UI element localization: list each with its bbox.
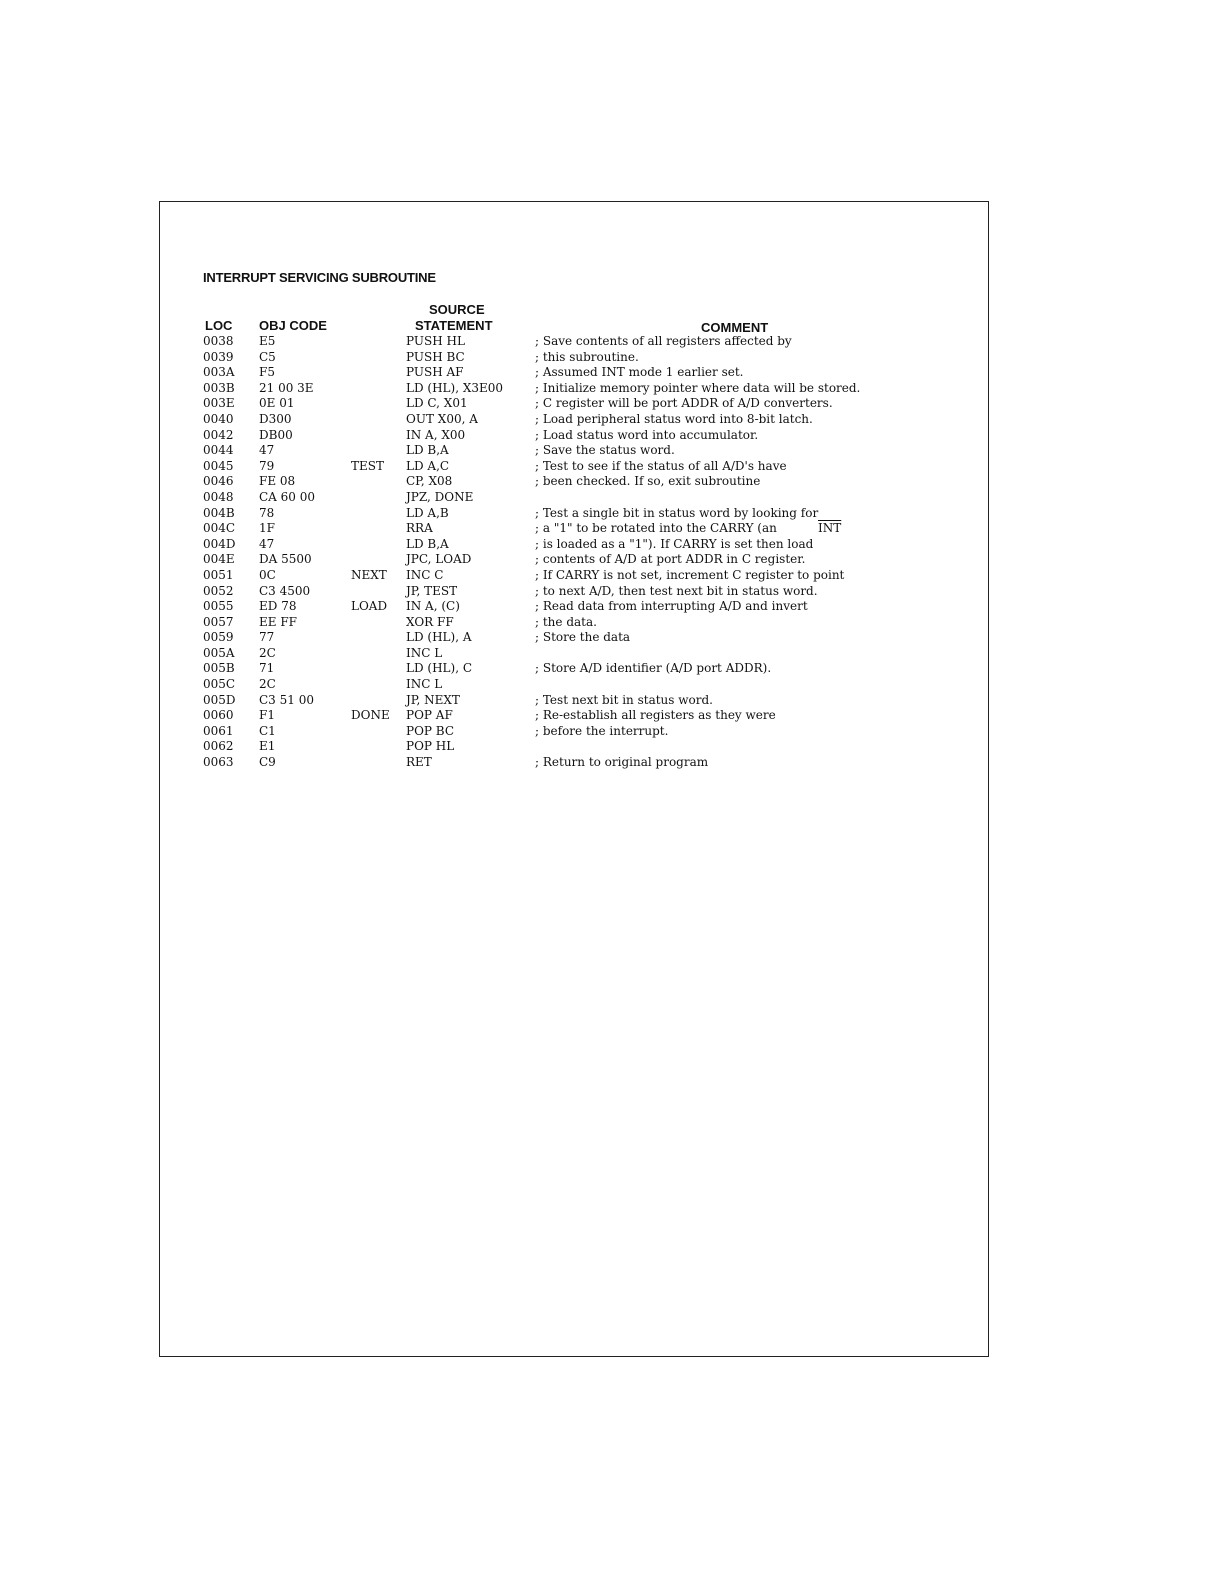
table-row: [203, 615, 963, 631]
obj-code-cell: C5: [259, 349, 276, 364]
column-headers: [203, 286, 963, 334]
loc-cell: 004E: [203, 552, 235, 567]
obj-code-cell: DA 5500: [259, 552, 312, 567]
source-cell: PUSH BC: [406, 349, 465, 364]
comment-cell: ; C register will be port ADDR of A/D converters.: [535, 396, 833, 411]
header-comment: COMMENT: [701, 320, 769, 335]
table-row: [203, 537, 963, 553]
obj-code-cell: E1: [259, 739, 276, 754]
loc-cell: 0061: [203, 723, 234, 738]
table-row: [203, 552, 963, 568]
loc-cell: 0039: [203, 349, 234, 364]
source-cell: JP, NEXT: [406, 692, 460, 707]
loc-cell: 004C: [203, 521, 236, 536]
comment-cell: ; to next A/D, then test next bit in status word.: [535, 583, 818, 598]
listing-rows: [203, 334, 963, 771]
source-cell: LD C, X01: [406, 396, 468, 411]
label-cell: NEXT: [351, 567, 387, 582]
source-cell: OUT X00, A: [406, 411, 478, 426]
loc-cell: 003A: [203, 365, 235, 380]
obj-code-cell: 71: [259, 661, 275, 676]
obj-code-cell: C1: [259, 723, 276, 738]
table-row: [203, 521, 963, 537]
comment-cell: ; Return to original program: [535, 755, 709, 770]
source-cell: JPC, LOAD: [406, 552, 472, 567]
header-source-line2: STATEMENT: [415, 318, 493, 333]
source-cell: LD A,C: [406, 458, 450, 473]
obj-code-cell: EE FF: [259, 614, 297, 629]
loc-cell: 004D: [203, 536, 236, 551]
loc-cell: 0051: [203, 567, 234, 582]
obj-code-cell: 78: [259, 505, 275, 520]
source-cell: RET: [406, 755, 432, 770]
source-cell: LD (HL), X3E00: [406, 380, 504, 395]
table-row: [203, 350, 963, 366]
obj-code-cell: CA 60 00: [259, 489, 316, 504]
source-cell: LD (HL), C: [406, 661, 473, 676]
table-row: [203, 506, 963, 522]
comment-cell: ; Test next bit in status word.: [535, 692, 713, 707]
obj-code-cell: C3 51 00: [259, 692, 314, 707]
loc-cell: 005D: [203, 692, 236, 707]
loc-cell: 0063: [203, 755, 234, 770]
loc-cell: 0038: [203, 334, 234, 348]
source-cell: LD B,A: [406, 443, 449, 458]
loc-cell: 0055: [203, 599, 234, 614]
table-row: [203, 630, 963, 646]
comment-cell: ; Test a single bit in status word by looking for: [535, 505, 819, 520]
header-obj-code: OBJ CODE: [259, 318, 327, 333]
obj-code-cell: C9: [259, 755, 276, 770]
obj-code-cell: F1: [259, 708, 275, 723]
comment-overline-cell: $\overline{INT}$: [818, 521, 842, 536]
obj-code-cell: 21 00 3E: [259, 380, 314, 395]
obj-code-cell: C3 4500: [259, 583, 311, 598]
table-row: [203, 474, 963, 490]
source-cell: INC C: [406, 567, 444, 582]
label-cell: DONE: [351, 708, 390, 723]
obj-code-cell: 79: [259, 458, 275, 473]
obj-code-cell: ED 78: [259, 599, 297, 614]
obj-code-cell: DB00: [259, 427, 293, 442]
table-row: [203, 708, 963, 724]
loc-cell: 0052: [203, 583, 234, 598]
source-cell: POP AF: [406, 708, 453, 723]
comment-cell: ; before the interrupt.: [535, 723, 669, 738]
loc-cell: 0040: [203, 411, 234, 426]
table-row: [203, 365, 963, 381]
loc-cell: 003B: [203, 380, 235, 395]
table-row: [203, 599, 963, 615]
loc-cell: 0060: [203, 708, 234, 723]
loc-cell: 0042: [203, 427, 234, 442]
comment-cell: ; If CARRY is not set, increment C register to point: [535, 567, 845, 582]
comment-cell: ; Test to see if the status of all A/D's have: [535, 458, 787, 473]
comment-cell: ; Save contents of all registers affected by: [535, 334, 792, 348]
table-row: [203, 646, 963, 662]
source-cell: INC L: [406, 645, 443, 660]
header-source-line1: SOURCE: [429, 302, 485, 317]
source-cell: PUSH AF: [406, 365, 464, 380]
source-cell: POP HL: [406, 739, 455, 754]
comment-cell: ; Initialize memory pointer where data will be stored.: [535, 380, 861, 395]
table-row: [203, 693, 963, 709]
comment-cell: ; Save the status word.: [535, 443, 675, 458]
source-cell: CP, X08: [406, 474, 453, 489]
obj-code-cell: E5: [259, 334, 276, 348]
comment-cell: ; Load peripheral status word into 8-bit latch.: [535, 411, 813, 426]
label-cell: TEST: [351, 458, 384, 473]
loc-cell: 0059: [203, 630, 234, 645]
comment-cell: ; Read data from interrupting A/D and invert: [535, 599, 808, 614]
table-row: [203, 334, 963, 350]
obj-code-cell: 1F: [259, 521, 275, 536]
header-loc: LOC: [205, 318, 233, 333]
loc-cell: 005C: [203, 677, 236, 692]
table-row: [203, 568, 963, 584]
source-cell: LD A,B: [406, 505, 449, 520]
comment-cell: ; contents of A/D at port ADDR in C register.: [535, 552, 806, 567]
comment-cell: ; Assumed INT mode 1 earlier set.: [535, 365, 744, 380]
comment-cell: ; Store A/D identifier (A/D port ADDR).: [535, 661, 772, 676]
comment-cell: ; this subroutine.: [535, 349, 639, 364]
table-row: [203, 381, 963, 397]
comment-cell: ; the data.: [535, 614, 597, 629]
obj-code-cell: 2C: [259, 645, 276, 660]
table-row: [203, 396, 963, 412]
table-row: [203, 443, 963, 459]
source-cell: INC L: [406, 677, 443, 692]
source-cell: JP, TEST: [406, 583, 458, 598]
loc-cell: 0062: [203, 739, 234, 754]
source-cell: RRA: [406, 521, 433, 536]
source-cell: IN A, X00: [406, 427, 466, 442]
loc-cell: 004B: [203, 505, 235, 520]
obj-code-cell: 77: [259, 630, 275, 645]
comment-cell: ; Store the data: [535, 630, 631, 645]
assembly-listing: [203, 270, 963, 771]
table-row: [203, 584, 963, 600]
comment-cell: ; is loaded as a "1"). If CARRY is set then load: [535, 536, 814, 551]
source-cell: LD B,A: [406, 536, 449, 551]
table-row: [203, 490, 963, 506]
loc-cell: 005A: [203, 645, 235, 660]
comment-cell: ; Re-establish all registers as they were: [535, 708, 776, 723]
obj-code-cell: 0E 01: [259, 396, 295, 411]
loc-cell: 0045: [203, 458, 234, 473]
comment-cell: ; been checked. If so, exit subroutine: [535, 474, 761, 489]
obj-code-cell: FE 08: [259, 474, 296, 489]
loc-cell: 0057: [203, 614, 234, 629]
source-cell: JPZ, DONE: [406, 489, 474, 504]
loc-cell: 003E: [203, 396, 235, 411]
obj-code-cell: F5: [259, 365, 275, 380]
source-cell: POP BC: [406, 723, 455, 738]
loc-cell: 0046: [203, 474, 234, 489]
obj-code-cell: 0C: [259, 567, 276, 582]
table-row: [203, 428, 963, 444]
obj-code-cell: D300: [259, 411, 292, 426]
comment-cell: ; a "1" to be rotated into the CARRY (an: [535, 521, 777, 536]
obj-code-cell: 47: [259, 443, 275, 458]
loc-cell: 0044: [203, 443, 234, 458]
source-cell: IN A, (C): [406, 599, 460, 614]
table-row: [203, 739, 963, 755]
table-row: [203, 661, 963, 677]
loc-cell: 0048: [203, 489, 234, 504]
source-cell: XOR FF: [406, 614, 454, 629]
source-cell: LD (HL), A: [406, 630, 472, 645]
table-row: [203, 677, 963, 693]
loc-cell: 005B: [203, 661, 235, 676]
listing-title: INTERRUPT SERVICING SUBROUTINE: [203, 270, 436, 285]
table-row: [203, 724, 963, 740]
obj-code-cell: 2C: [259, 677, 276, 692]
table-row: [203, 459, 963, 475]
label-cell: LOAD: [351, 599, 388, 614]
comment-cell: ; Load status word into accumulator.: [535, 427, 759, 442]
source-cell: PUSH HL: [406, 334, 465, 348]
table-row: [203, 412, 963, 428]
obj-code-cell: 47: [259, 536, 275, 551]
table-row: [203, 755, 963, 771]
